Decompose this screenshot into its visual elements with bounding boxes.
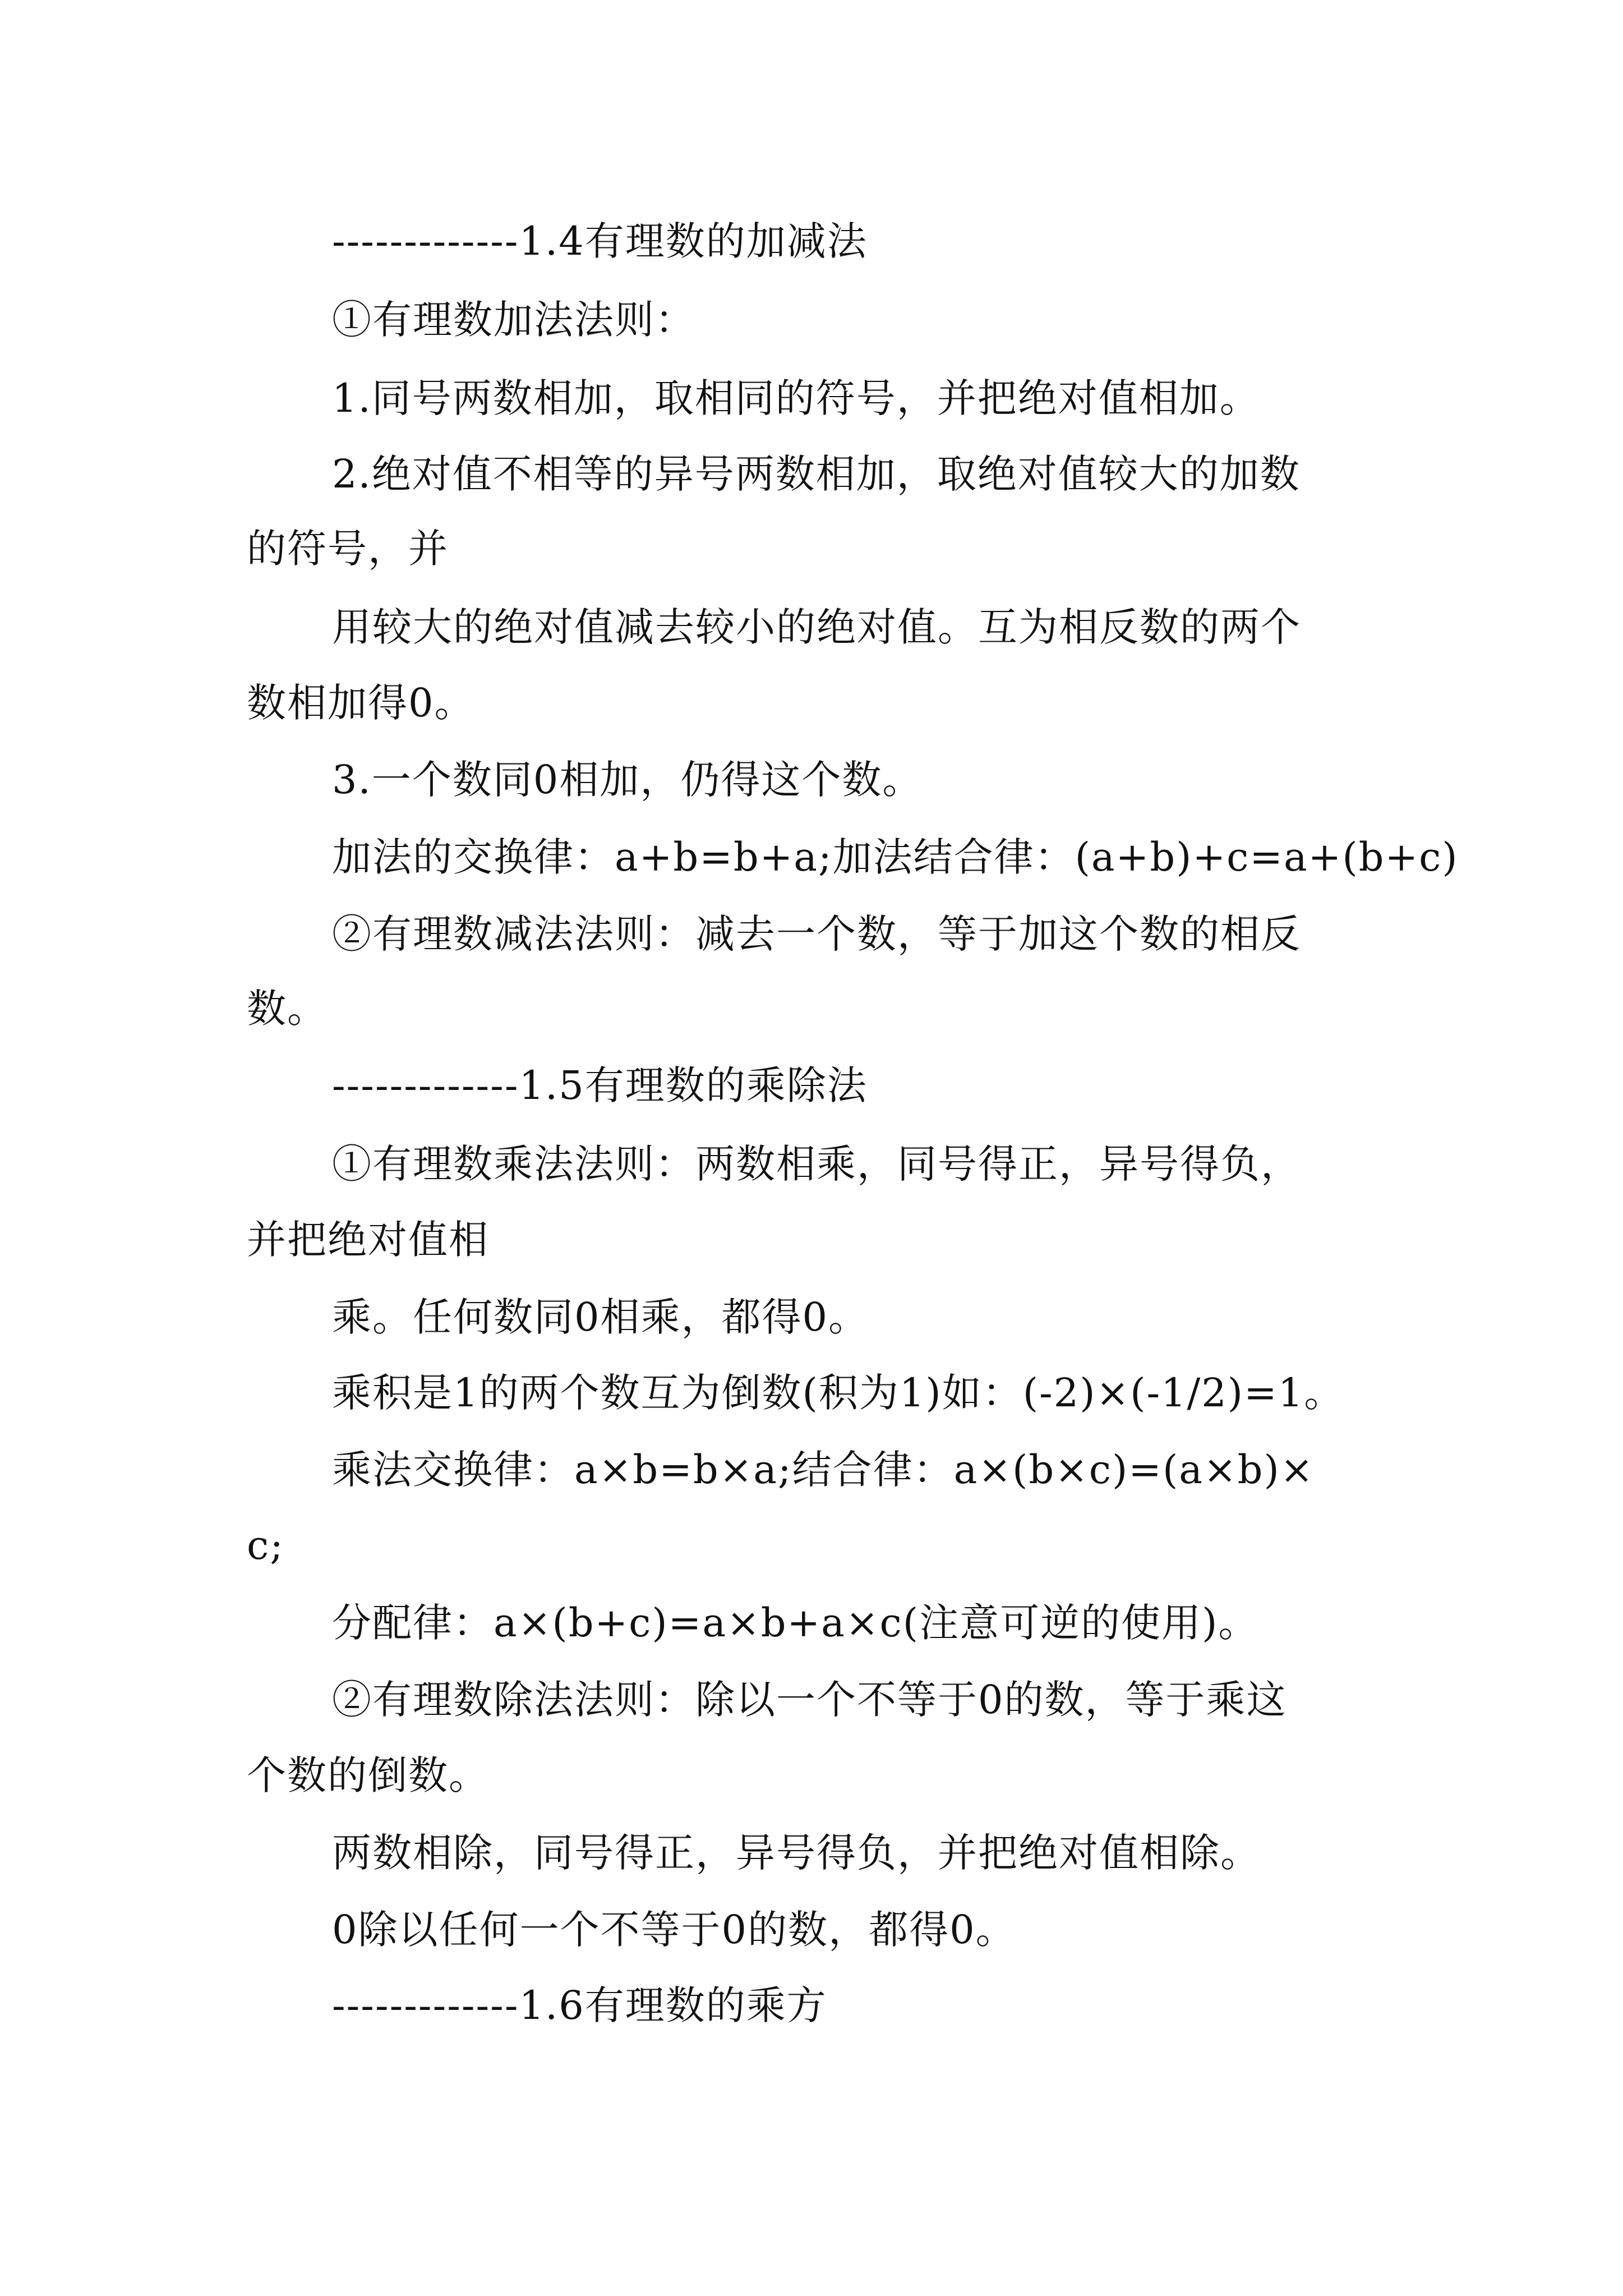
addition-rule-2-line-1: 2.绝对值不相等的异号两数相加，取绝对值较大的加数	[332, 451, 1301, 497]
multiplication-laws-line-1: 乘法交换律：a×b=b×a;结合律：a×(b×c)=(a×b)×	[332, 1447, 1315, 1493]
multiplication-rule-line-2: 并把绝对值相	[247, 1217, 489, 1263]
addition-rule-2-line-3: 用较大的绝对值减去较小的绝对值。互为相反数的两个	[332, 604, 1301, 650]
addition-rule-2-line-4: 数相加得0。	[247, 680, 475, 726]
section-1-5-heading: -------------1.5有理数的乘除法	[332, 1062, 868, 1108]
multiplication-rule-line-1: ①有理数乘法法则：两数相乘，同号得正，异号得负，	[332, 1141, 1301, 1187]
distributive-law: 分配律：a×(b+c)=a×b+a×c(注意可逆的使用)。	[332, 1600, 1259, 1646]
subtraction-rule-line-2: 数。	[247, 986, 328, 1032]
addition-rule-3: 3.一个数同0相加，仍得这个数。	[332, 757, 923, 803]
division-rule-line-1: ②有理数除法法则：除以一个不等于0的数，等于乘这	[332, 1677, 1287, 1723]
multiplication-rule-line-3: 乘。任何数同0相乘，都得0。	[332, 1294, 869, 1340]
addition-rule-1: 1.同号两数相加，取相同的符号，并把绝对值相加。	[332, 375, 1260, 421]
division-sign-rule: 两数相除，同号得正，异号得负，并把绝对值相除。	[332, 1830, 1261, 1876]
zero-division-rule: 0除以任何一个不等于0的数，都得0。	[332, 1907, 1016, 1953]
addition-rule-2-line-2: 的符号，并	[247, 526, 449, 572]
addition-laws: 加法的交换律：a+b=b+a;加法结合律：(a+b)+c=a+(b+c)	[332, 834, 1459, 880]
division-rule-line-2: 个数的倒数。	[247, 1752, 489, 1798]
reciprocal-definition: 乘积是1的两个数互为倒数(积为1)如：(-2)×(-1/2)=1。	[332, 1370, 1345, 1416]
multiplication-laws-line-2: c;	[247, 1522, 284, 1568]
subtraction-rule-line-1: ②有理数减法法则：减去一个数，等于加这个数的相反	[332, 911, 1301, 957]
section-1-6-heading: -------------1.6有理数的乘方	[332, 1982, 827, 2028]
section-1-4-heading: -------------1.4有理数的加减法	[332, 218, 868, 264]
addition-rule-title: ①有理数加法法则：	[332, 297, 695, 343]
